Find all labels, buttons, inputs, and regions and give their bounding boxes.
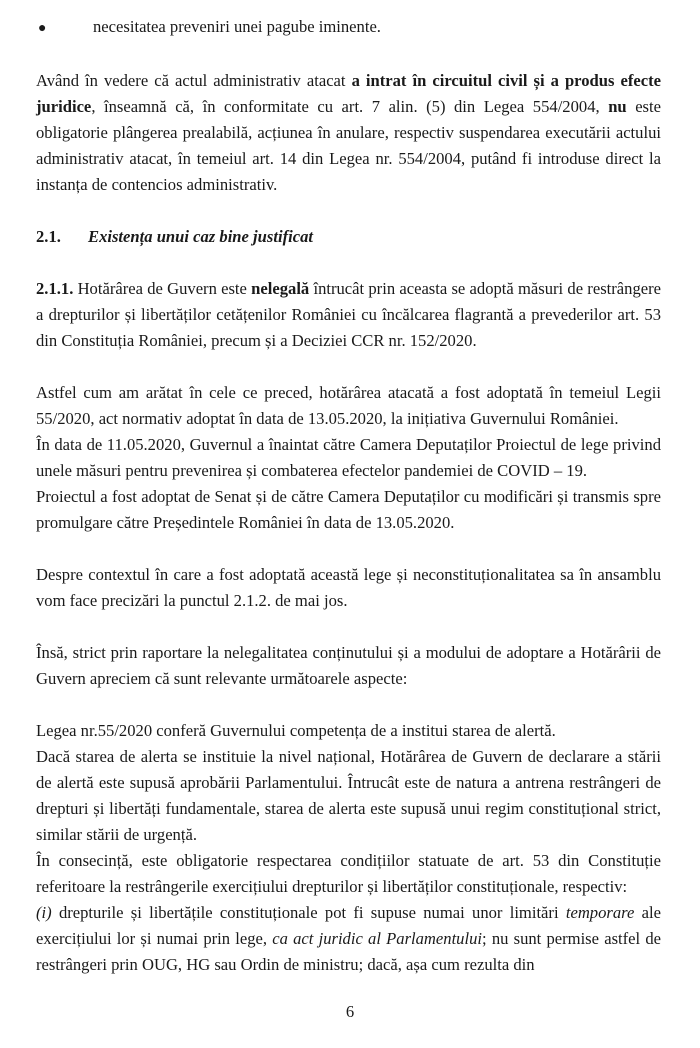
text-run: Hotărârea de Guvern este [73, 279, 252, 298]
text-run: , înseamnă că, în conformitate cu art. 7 alin. (5) din Legea 554/2004, [91, 97, 609, 116]
paragraph-6: Despre contextul în care a fost adoptată această lege și neconstituționalitatea sa în ansamblu vom face precizări la punctul 2.1.2. de mai jos. [36, 565, 661, 610]
section-title: Existența unui caz bine justificat [88, 227, 313, 246]
paragraph-10: În consecință, este obligatorie respectarea condițiilor statuate de art. 53 din Constituție referitoare la restrângerile exercițiului drepturilor și libertăților constituționale, respectiv: [36, 851, 661, 896]
text-run: Având în vedere că actul administrativ atacat [36, 71, 352, 90]
italic-run: (i) [36, 903, 52, 922]
page-number: 6 [345, 1002, 355, 1021]
paragraph-5: Proiectul a fost adoptat de Senat și de către Camera Deputaților cu modificări și transmis spre promulgare către Președintele României în data de 13.05.2020. [36, 487, 661, 532]
paragraph-9: Dacă starea de alerta se instituie la nivel național, Hotărârea de Guvern de declarare a stării de alertă este supusă aprobării Parlamentului. Întrucât este de natura a antrena restrângeri de drepturi și libertăți fundamentale, starea de alerta este supusă unui regim constituțional strict, similar stării de urgență. [36, 747, 661, 844]
paragraph-3: Astfel cum am arătat în cele ce preced, hotărârea atacată a fost adoptată în temeiul Legii 55/2020, act normativ adoptat în data de 13.05.2020, la inițiativa Guvernului României. [36, 383, 661, 428]
paragraph-1 [36, 68, 661, 198]
bullet-text: necesitatea preveniri unei pagube iminente. [93, 17, 381, 36]
text-run: ; nu sunt permise astfel de restrângeri prin OUG, HG sau Ordin de ministru; dacă, așa cum rezulta din [36, 929, 661, 974]
text-run: este obligatorie plângerea prealabilă, acțiunea în anulare, respectiv suspendarea executării actului administrativ atacat, în temeiul art. 14 din Legea nr. 554/2004, putând fi introduse direct la instanța de contencios administrativ. [36, 97, 661, 194]
paragraph-7: Însă, strict prin raportare la nelegalitatea conținutului și a modului de adoptare a Hotărârii de Guvern apreciem că sunt relevante următoarele aspecte: [36, 643, 661, 688]
italic-run: ca act juridic al Parlamentului [272, 929, 483, 948]
bold-run: 2.1.1. [36, 279, 74, 298]
bold-run: nelegală [251, 279, 310, 298]
bullet-list-item [36, 14, 661, 42]
paragraph-4: În data de 11.05.2020, Guvernul a înaintat către Camera Deputaților Proiectul de lege privind unele măsuri pentru prevenirea și combaterea efectelor pandemiei de COVID – 19. [36, 435, 661, 480]
paragraph-8: Legea nr.55/2020 conferă Guvernului competența de a institui starea de alertă. [36, 721, 556, 740]
bold-run: a intrat în circuitul civil și a produs efecte juridice [36, 71, 661, 116]
text-run: drepturile și libertățile constituționale pot fi supuse numai unor limitări [51, 903, 566, 922]
text-run: întrucât prin aceasta se adoptă măsuri de restrângere a drepturilor și libertăților cetățenilor României cu încălcarea flagrantă a prevederilor art. 53 din Constituția României, precum și a Deciziei CCR nr. 152/2020. [36, 279, 661, 350]
italic-run: temporare [565, 903, 635, 922]
section-number: 2.1. [36, 227, 61, 246]
bold-run: nu [608, 97, 627, 116]
paragraph-2 [36, 276, 661, 354]
paragraph-11 [36, 900, 661, 978]
bullet-icon: ● [38, 21, 47, 36]
section-heading [36, 224, 661, 250]
text-run: ale exercițiului lor și numai prin lege, [36, 903, 661, 948]
page-body [36, 14, 661, 978]
